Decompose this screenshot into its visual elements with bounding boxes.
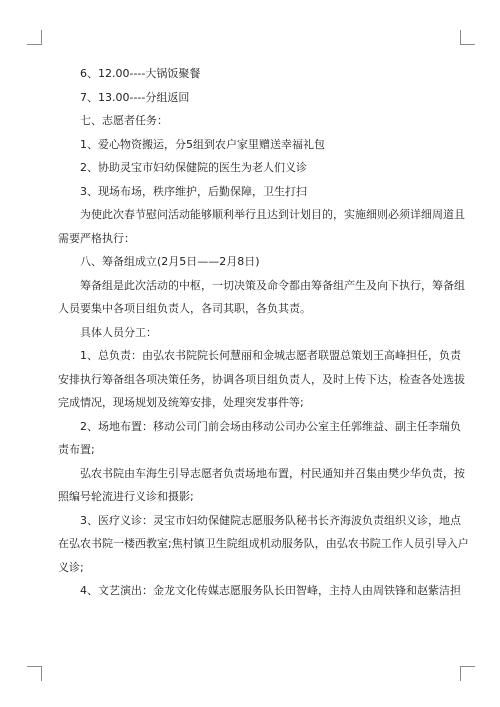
duty-4-line-1: 4、文艺演出：金龙文化传媒志愿服务队长田智峰，主持人由周铁锋和赵紫洁担 bbox=[80, 584, 461, 597]
paragraph-intro-line-2: 需要严格执行： bbox=[58, 231, 135, 245]
task-item-2: 2、协助灵宝市妇幼保健院的医生为老人们义诊 bbox=[80, 161, 307, 174]
section-heading-preparatory-group: 八、筹备组成立(2月5日——2月8日) bbox=[80, 255, 260, 268]
paragraph-group-line-2: 人员要集中各项目组负责人，各司其职，各负其责。 bbox=[58, 302, 311, 315]
duty-1-line-1: 1、总负责：由弘农书院院长何慧丽和金城志愿者联盟总策划王高峰担任，负责 bbox=[80, 349, 461, 362]
task-item-3: 3、现场布场，秩序维护，后勤保障，卫生打扫 bbox=[80, 184, 307, 198]
document-body bbox=[58, 62, 469, 603]
crop-mark-bottom-left bbox=[27, 666, 42, 681]
duty-1-line-2: 安排执行筹备组各项决策任务，协调各项目组负责人，及时上传下达，检查各处选拔 bbox=[58, 372, 465, 386]
crop-mark-top-left bbox=[27, 30, 42, 45]
schedule-item-7: 7、13.00----分组返回 bbox=[80, 90, 190, 104]
subheading-staff-division: 具体人员分工： bbox=[80, 325, 157, 339]
duty-2-line-1: 2、场地布置：移动公司门前会场由移动公司办公室主任郭维益、副主任李瑞负 bbox=[80, 419, 461, 433]
crop-mark-bottom-right bbox=[460, 666, 475, 681]
task-item-1: 1、爱心物资搬运，分5组到农户家里赠送幸福礼包 bbox=[80, 137, 325, 151]
section-heading-volunteer-tasks: 七、志愿者任务： bbox=[80, 114, 168, 127]
schedule-item-6: 6、12.00----大锅饭聚餐 bbox=[80, 67, 201, 80]
paragraph-group-line-1: 筹备组是此次活动的中枢，一切决策及命令都由筹备组产生及向下执行，筹备组 bbox=[80, 278, 465, 292]
duty-2-line-2: 责布置; bbox=[58, 443, 95, 456]
duty-3-line-3: 义诊; bbox=[58, 560, 84, 574]
crop-mark-top-right bbox=[460, 30, 475, 45]
duty-2b-line-2: 照编号轮流进行义诊和摄影; bbox=[58, 490, 194, 503]
duty-3-line-1: 3、医疗义诊：灵宝市妇幼保健院志愿服务队秘书长齐海波负责组织义诊，地点 bbox=[80, 513, 461, 527]
paragraph-intro-line-1: 为使此次春节慰问活动能够顺利举行且达到计划目的，实施细则必须详细周道且 bbox=[80, 208, 465, 221]
duty-3-line-2: 在弘农书院一楼西教室;焦村镇卫生院组成机动服务队，由弘农书院工作人员引导入户 bbox=[58, 537, 469, 550]
duty-2b-line-1: 弘农书院由车海生引导志愿者负责场地布置，村民通知并召集由樊少华负责，按 bbox=[80, 466, 465, 480]
duty-1-line-3: 完成情况，现场规划及统筹安排，处理突发事件等; bbox=[58, 396, 304, 409]
